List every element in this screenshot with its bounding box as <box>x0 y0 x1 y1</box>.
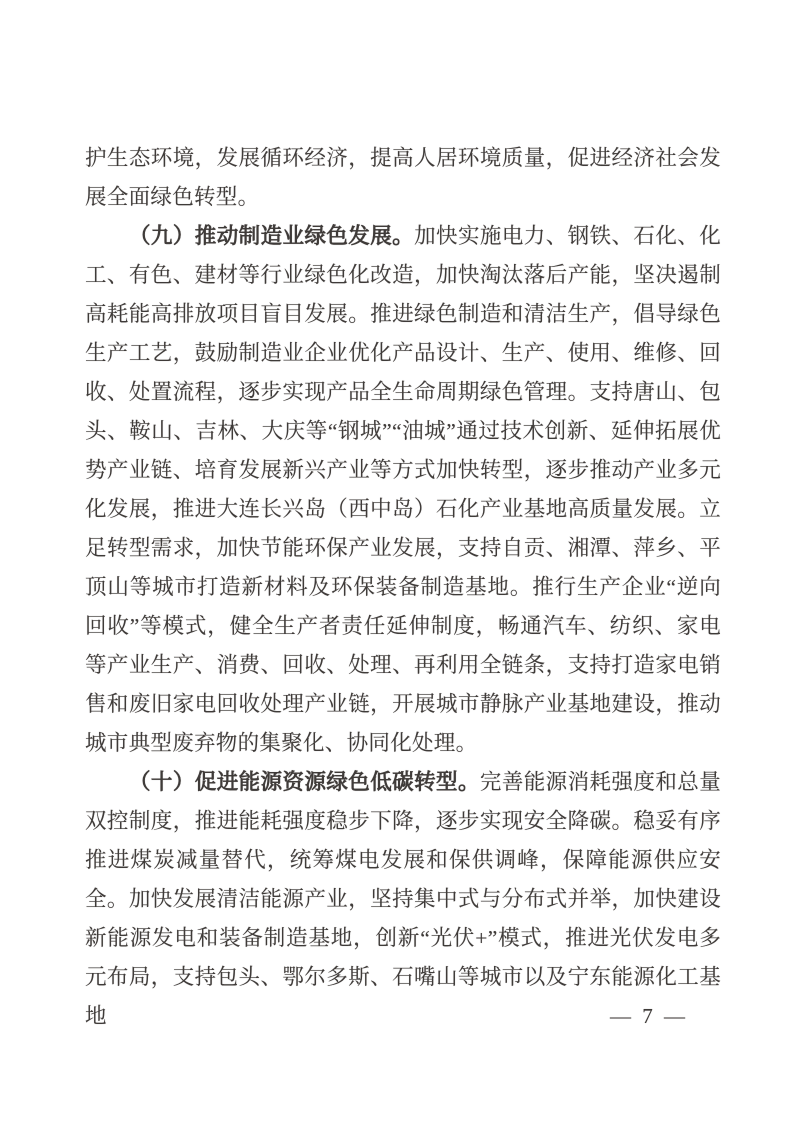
paragraph-lead: （十）促进能源资源绿色低碳转型。 <box>129 770 480 794</box>
document-body <box>85 139 721 1036</box>
paragraph-lead: （九）推动制造业绿色发展。 <box>129 224 415 248</box>
paragraph-section-10 <box>85 763 721 1036</box>
paragraph <box>85 139 721 217</box>
paragraph-section-9 <box>85 217 721 763</box>
paragraph-text: 完善能源消耗强度和总量双控制度，推进能耗强度稳步下降，逐步实现安全降碳。稳妥有序推进煤炭减量替代，统筹煤电发展和保供调峰，保障能源供应安全。加快发展清洁能源产业，坚持集中式与分布式并举，加快建设新能源发电和装备制造基地，创新“光伏+”模式，推进光伏发电多元布局，支持包头、鄂尔多斯、石嘴山等城市以及宁东能源化工基地 <box>85 770 721 1028</box>
paragraph-text: 护生态环境，发展循环经济，提高人居环境质量，促进经济社会发展全面绿色转型。 <box>85 146 721 209</box>
paragraph-text: 加快实施电力、钢铁、石化、化工、有色、建材等行业绿色化改造，加快淘汰落后产能，坚决遏制高耗能高排放项目盲目发展。推进绿色制造和清洁生产，倡导绿色生产工艺，鼓励制造业企业优化产品设计、生产、使用、维修、回收、处置流程，逐步实现产品全生命周期绿色管理。支持唐山、包头、鞍山、吉林、大庆等“钢城”“油城”通过技术创新、延伸拓展优势产业链、培育发展新兴产业等方式加快转型，逐步推动产业多元化发展，推进大连长兴岛（西中岛）石化产业基地高质量发展。立足转型需求，加快节能环保产业发展，支持自贡、湘潭、萍乡、平顶山等城市打造新材料及环保装备制造基地。推行生产企业“逆向回收”等模式，健全生产者责任延伸制度，畅通汽车、纺织、家电等产业生产、消费、回收、处理、再利用全链条，支持打造家电销售和废旧家电回收处理产业链，开展城市静脉产业基地建设，推动城市典型废弃物的集聚化、协同化处理。 <box>85 224 722 755</box>
page-number: — 7 — <box>610 1004 688 1028</box>
